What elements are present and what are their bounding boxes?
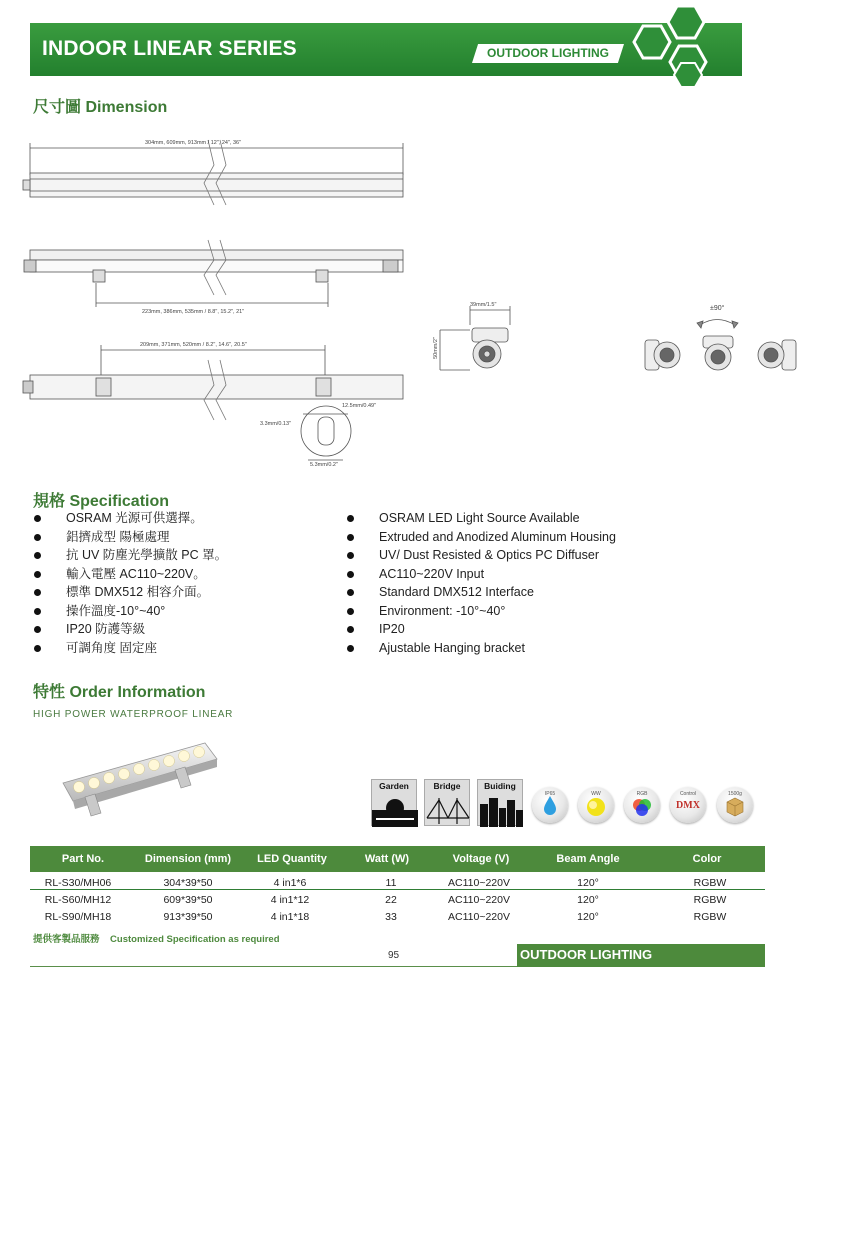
cell-watt: 33 [385, 911, 397, 923]
spec-item: Ajustable Hanging bracket [345, 639, 745, 658]
feature-label: Control [679, 791, 697, 797]
cell-led-quantity: 4 in1*18 [270, 911, 310, 923]
column-header: Dimension (mm) [144, 853, 232, 865]
feature-label: 1500g [728, 791, 742, 797]
cell-part-no: RL-S60/MH12 [44, 894, 112, 906]
cell-color: RGBW [693, 877, 727, 889]
column-header: Voltage (V) [452, 853, 510, 865]
cell-beam-angle: 120° [577, 911, 599, 923]
cell-part-no: RL-S90/MH18 [44, 911, 112, 923]
cell-dimension: 304*39*50 [163, 877, 213, 889]
spec-item: IP20 [345, 620, 745, 639]
page-number: 95 [388, 950, 400, 961]
section-width-label: 39mm/1.5" [470, 302, 497, 308]
garden-label: Garden [379, 781, 409, 791]
spec-list-en [345, 509, 745, 657]
spec-item: UV/ Dust Resisted & Optics PC Diffuser [345, 546, 745, 565]
cell-dimension: 913*39*50 [163, 911, 213, 923]
feature-label: WW [591, 791, 601, 797]
cell-beam-angle: 120° [577, 894, 599, 906]
footer-label: OUTDOOR LIGHTING [520, 947, 653, 962]
spec-item: Environment: -10°~40° [345, 602, 745, 621]
cell-watt: 22 [385, 894, 397, 906]
slot-depth-label: 3.3mm/0.13" [260, 421, 291, 427]
order-subtitle: HIGH POWER WATERPROOF LINEAR [33, 709, 234, 720]
cell-led-quantity: 4 in1*6 [273, 877, 307, 889]
cell-color: RGBW [693, 911, 727, 923]
feature-label: IP65 [544, 791, 556, 797]
cell-part-no: RL-S30/MH06 [44, 877, 112, 889]
spec-item: 抗 UV 防塵光學擴散 PC 罩。 [32, 546, 332, 565]
dimension-drawing [18, 135, 418, 475]
cell-led-quantity: 4 in1*12 [270, 894, 310, 906]
footer-divider [30, 966, 517, 967]
spec-item: OSRAM 光源可供選擇。 [32, 509, 332, 528]
spec-item: 輸入電壓 AC110~220V。 [32, 565, 332, 584]
specification-title: 規格 Specification [33, 493, 170, 510]
spec-item: AC110~220V Input [345, 565, 745, 584]
bridge-label: Bridge [433, 781, 461, 791]
spec-item: 可調角度 固定座 [32, 639, 332, 658]
cell-voltage: AC110~220V [448, 911, 510, 923]
column-header: Part No. [61, 853, 105, 865]
cell-beam-angle: 120° [577, 877, 599, 889]
spec-item: 標準 DMX512 相容介面。 [32, 583, 332, 602]
cell-watt: 11 [385, 877, 397, 889]
spec-item: Standard DMX512 Interface [345, 583, 745, 602]
dimension-title: 尺寸圖 Dimension [33, 99, 168, 116]
section-height-label: 50mm/2" [432, 337, 439, 359]
spec-item: IP20 防護等級 [32, 620, 332, 639]
order-title: 特性 Order Information [33, 684, 206, 701]
row-divider [30, 889, 765, 890]
column-header: Beam Angle [556, 853, 620, 865]
product-photo [55, 735, 235, 820]
slot-bottom-label: 5.3mm/0.2" [310, 462, 338, 468]
bracket-span-label: 223mm, 386mm, 535mm / 8.8", 15.2", 21" [142, 309, 245, 315]
column-header: Color [692, 853, 722, 865]
slot-width-label: 12.5mm/0.49" [342, 403, 377, 409]
column-header: Watt (W) [364, 853, 410, 865]
cell-voltage: AC110~220V [448, 894, 510, 906]
spec-item: OSRAM LED Light Source Available [345, 509, 745, 528]
custom-note: 提供客製品服務 Customized Specification as required [33, 934, 280, 945]
page-title: INDOOR LINEAR SERIES [42, 37, 297, 60]
cross-section-drawing [430, 300, 530, 380]
column-header: LED Quantity [257, 853, 327, 865]
cell-dimension: 609*39*50 [163, 894, 213, 906]
rotation-views-drawing [635, 300, 805, 380]
category-tag: OUTDOOR LIGHTING [487, 46, 609, 60]
rotation-label: ±90° [710, 305, 725, 312]
spec-item: Extruded and Anodized Aluminum Housing [345, 528, 745, 547]
spec-item: 操作溫度-10°~40° [32, 602, 332, 621]
spec-list-zh [32, 509, 332, 657]
mount-span-label: 209mm, 371mm, 520mm / 8.2", 14.6", 20.5" [140, 342, 247, 348]
feature-label: RGB [636, 791, 648, 797]
cell-voltage: AC110~220V [448, 877, 510, 889]
hexagon-decoration-icon [615, 2, 715, 92]
cell-color: RGBW [693, 894, 727, 906]
total-length-label: 304mm, 609mm, 913mm / 12", 24", 36" [145, 140, 242, 146]
dmx-text: DMX [676, 800, 700, 811]
spec-item: 鋁擠成型 陽極處理 [32, 528, 332, 547]
building-label: Buiding [484, 781, 516, 791]
